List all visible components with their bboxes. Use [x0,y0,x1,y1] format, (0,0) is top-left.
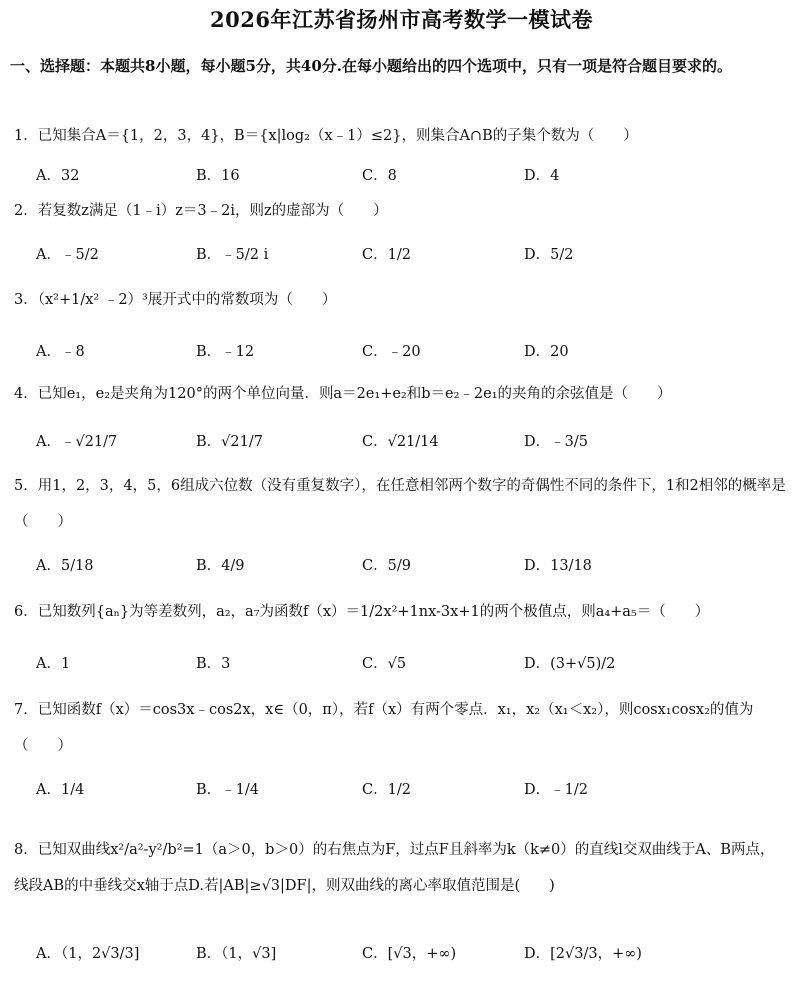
question-1-stem: 1．已知集合A＝{1，2，3，4}，B＝{x|log₂（x﹣1）≤2}，则集合A∩B的子集个数为（ ） [14,128,638,144]
q4-option-d: D．﹣3/5 [524,433,588,450]
question-6-options [36,642,776,682]
q5-option-d: D．13/18 [524,557,592,574]
question-5-options [36,544,776,584]
section-heading: 一、选择题：本题共8小题，每小题5分，共40分.在每小题给出的四个选项中，只有一项是符合题目要求的。 [10,57,732,75]
page-title: 2026年江苏省扬州市高考数学一模试卷 [210,7,593,32]
q2-option-b: B．﹣5/2 i [196,246,269,263]
question-3-options [36,330,776,370]
question-4-stem: 4．已知e₁，e₂是夹角为120°的两个单位向量．则a＝2e₁+e₂和b＝e₂﹣2e₁的夹角的余弦值是（ ） [14,386,672,402]
question-7-options [36,768,776,808]
q8-option-c: C．[√3，+∞) [362,945,457,962]
q4-option-a: A．﹣√21/7 [36,433,118,450]
question-5-stem: 5．用1，2，3，4，5，6组成六位数（没有重复数字），在任意相邻两个数字的奇偶性不同的条件下，1和2相邻的概率是（ ） [14,478,786,530]
q7-option-d: D．﹣1/2 [524,781,588,798]
q5-option-b: B．4/9 [196,557,245,574]
q6-option-a: A．1 [36,655,71,672]
question-2-stem: 2．若复数z满足（1﹣i）z＝3﹣2i，则z的虚部为（ ） [14,203,388,219]
q1-option-a: A．32 [36,167,80,184]
q6-option-d: D．(3+√5)/2 [524,655,616,672]
q6-option-b: B．3 [196,655,231,672]
q6-option-c: C．√5 [362,655,407,672]
q2-option-c: C．1/2 [362,246,411,263]
q3-option-c: C．﹣20 [362,343,421,360]
question-3-stem: 3．（x²+1/x² ﹣2）³展开式中的常数项为（ ） [14,292,337,308]
q8-option-b: B．（1，√3] [196,945,277,962]
q1-option-c: C．8 [362,167,397,184]
q3-option-d: D．20 [524,343,569,360]
question-2-options [36,233,776,273]
q5-option-c: C．5/9 [362,557,411,574]
q7-option-a: A．1/4 [36,781,85,798]
q4-option-b: B．√21/7 [196,433,263,450]
question-8-stem: 8．已知双曲线x²/a²-y²/b²=1（a＞0，b＞0）的右焦点为F，过点F且斜率为k（k≠0）的直线l交双曲线于A、B两点，线段AB的中垂线交x轴于点D.若|AB|≥√3|DF|，则双曲线的离心率取值范围是( ) [14,842,775,894]
question-4-options [36,420,776,460]
q2-option-a: A．﹣5/2 [36,246,99,263]
q1-option-b: B．16 [196,167,240,184]
q7-option-b: B．﹣1/4 [196,781,259,798]
q3-option-a: A．﹣8 [36,343,85,360]
q7-option-c: C．1/2 [362,781,411,798]
question-1-options [36,154,776,194]
q3-option-b: B．﹣12 [196,343,255,360]
question-7-stem: 7．已知函数f（x）＝cos3x﹣cos2x，x∈（0，π），若f（x）有两个零点．x₁，x₂（x₁＜x₂），则cosx₁cosx₂的值为（ ） [14,702,754,754]
question-8-options [36,932,776,972]
question-6-stem: 6．已知数列{aₙ}为等差数列，a₂，a₇为函数f（x）＝1/2x²+1nx-3x+1的两个极值点，则a₄+a₅＝（ ） [14,604,710,620]
q1-option-d: D．4 [524,167,560,184]
q5-option-a: A．5/18 [36,557,94,574]
q2-option-d: D．5/2 [524,246,574,263]
q4-option-c: C．√21/14 [362,433,439,450]
q8-option-d: D．[2√3/3，+∞) [524,945,642,962]
q8-option-a: A．（1，2√3/3] [36,945,140,962]
